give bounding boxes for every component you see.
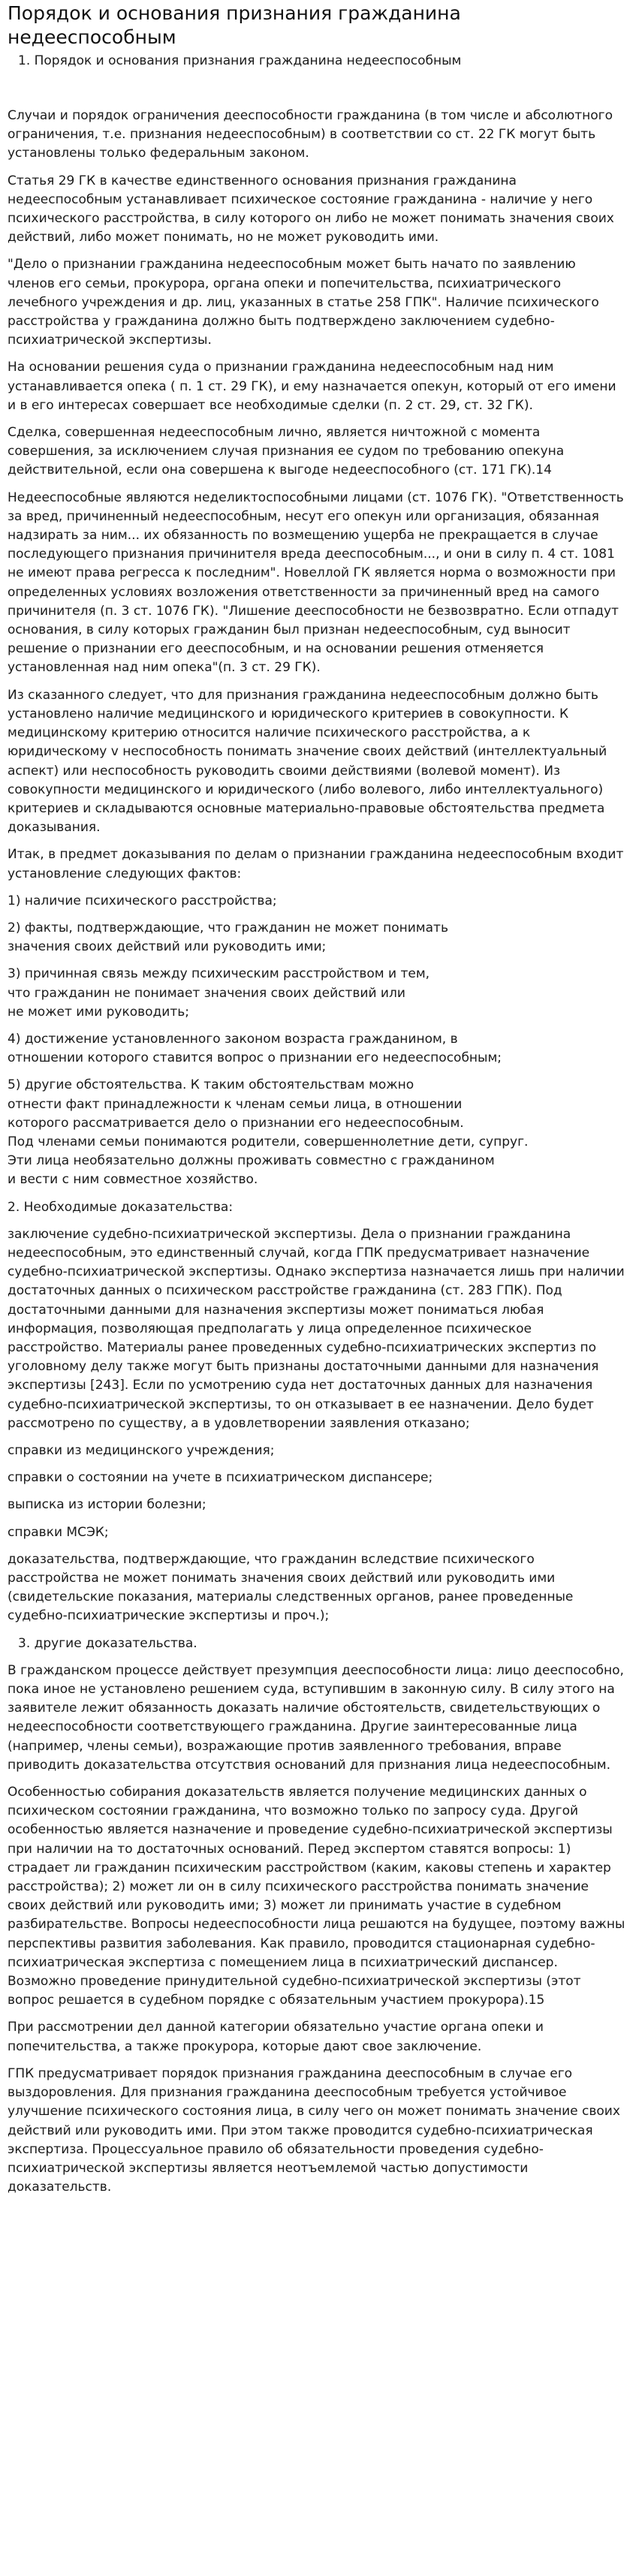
list-item-fact-2: 2) факты, подтверждающие, что гражданин не может понимать значения своих действий или руководить ими;	[8, 920, 448, 955]
list-item-medical-history: выписка из истории болезни;	[8, 1497, 206, 1513]
paragraph-guardianship: На основании решения суда о признании гражданина недееспособным над ним устанавливается опека ( п. 1 ст. 29 ГК), и ему назначается опекун, который от его имени и в его интересах совершает все необходимые сделки (п. 2 ст. 29, ст. 32 ГК).	[8, 360, 616, 413]
document-body	[8, 107, 625, 2197]
paragraph-facts-intro: Итак, в предмет доказывания по делам о признании гражданина недееспособным входит установление следующих фактов:	[8, 847, 624, 881]
paragraph-supporting-evidence: доказательства, подтверждающие, что гражданин вследствие психического расстройства не может понимать значения своих действий или руководить ими (свидетельские показания, материалы следственных органов, ранее проведенные судебно-психиатрические экспертизы и проч.);	[8, 1551, 574, 1624]
page-title: Порядок и основания признания гражданина недееспособным	[8, 2, 461, 48]
section-heading-evidence: 2. Необходимые доказательства:	[8, 1199, 234, 1215]
toc-item[interactable]: 1. Порядок и основания признания гражданина недееспособным	[18, 53, 462, 68]
list-item-fact-4: 4) достижение установленного законом возраста гражданином, в отношении которого ставится вопрос о признании его недееспособным;	[8, 1031, 502, 1066]
paragraph-presumption: В гражданском процессе действует презумпция дееспособности лица: лицо дееспособно, пока иное не установлено решением суда, вступившим в законную силу. В силу этого на заявителе лежит обязанность доказать наличие обстоятельств, свидетельствующих о недееспособности соответствующего гражданина. Другие заинтересованные лица (например, члены семьи), возражающие против заявленного требования, вправе приводить доказательства отсутствия оснований для признания лица недееспособным.	[8, 1662, 624, 1773]
paragraph-intro: Случаи и порядок ограничения дееспособности гражданина (в том числе и абсолютного ограничения, т.е. признания недееспособным) в соответствии со ст. 22 ГК могут быть установлены только федеральным законом.	[8, 108, 613, 161]
list-item-fact-1: 1) наличие психического расстройства;	[8, 893, 277, 908]
list-item-msek-certificate: справки МСЭК;	[8, 1524, 109, 1540]
paragraph-transaction: Сделка, совершенная недееспособным лично, является ничтожной с момента совершения, за исключением случая признания ее судом по требованию опекуна действительной, если она совершена к выгоде недееспособного (ст. 171 ГК).14	[8, 425, 565, 478]
paragraph-participation: При рассмотрении дел данной категории обязательно участие органа опеки и попечительства, а также прокурора, которые дают свое заключение.	[8, 2020, 544, 2054]
paragraph-article-29: Статья 29 ГК в качестве единственного основания признания гражданина недееспособным устанавливает психическое состояние гражданина - наличие у него психического расстройства, в силу которого он либо не может понимать значения своих действий, либо может понимать, но не может руководить ими.	[8, 173, 614, 246]
section-heading-other-evidence: 3. другие доказательства.	[18, 1635, 197, 1651]
list-item-dispensary-certificate: справки о состоянии на учете в психиатрическом диспансере;	[8, 1470, 433, 1486]
list-item-fact-5: 5) другие обстоятельства. К таким обстоятельствам можно отнести факт принадлежности к членам семьи лица, в отношении которого рассматривается дело о признании его недееспособным. Под членами семьи понимаются родители, совершеннолетние дети, супруг. Эти лица необязательно должны проживать совместно с гражданином и вести с ним совместное хозяйство.	[8, 1077, 529, 1188]
paragraph-case-initiation: "Дело о признании гражданина недееспособным может быть начато по заявлению членов его семьи, прокурора, органа опеки и попечительства, психиатрического лечебного учреждения и др. лиц, указанных в статье 258 ГПК". Наличие психического расстройства у гражданина должно быть подтверждено заключением судебно-психиатрической экспертизы.	[8, 257, 599, 348]
paragraph-restoration: ГПК предусматривает порядок признания гражданина дееспособным в случае его выздоровления. Для признания гражданина дееспособным требуется устойчивое улучшение психического состояния лица, в силу чего он может понимать значение своих действий или руководить ими. При этом также проводится судебно-психиатрическая экспертиза. Процессуальное правило об обязательности проведения судебно-психиатрической экспертизы является неотъемлемой частью допустимости доказательств.	[8, 2065, 620, 2195]
paragraph-liability: Недееспособные являются неделиктоспособными лицами (ст. 1076 ГК). "Ответственность за вред, причиненный недееспособным, несут его опекун или организация, обязанная надзирать за ним... их обязанность по возмещению ущерба не прекращается в случае последующего признания причинителя вреда дееспособным..., и они в силу п. 4 ст. 1081 не имеют права регресса к последним". Новеллой ГК является норма о возможности при определенных условиях возложения ответственности за причиненный вред на самого причинителя (п. 3 ст. 1076 ГК). "Лишение дееспособности не безвозвратно. Если отпадут основания, в силу которых гражданин был признан недееспособным, суд выносит решение о признании его дееспособным, и на основании решения отменяется установленная над ним опека"(п. 3 ст. 29 ГК).	[8, 490, 624, 676]
list-item-fact-3: 3) причинная связь между психическим расстройством и тем, что гражданин не понимает значения своих действий или не может ими руководить;	[8, 966, 430, 1020]
paragraph-evidence-collection: Особенностью собирания доказательств является получение медицинских данных о психическом состоянии гражданина, что возможно только по запросу суда. Другой особенностью является назначение и проведение судебно-психиатрической экспертизы при наличии на то достаточных оснований. Перед экспертом ставятся вопросы: 1) страдает ли гражданин психическим расстройством (каким, каковы степень и характер расстройства); 2) может ли он в силу психического расстройства понимать значение своих действий или руководить ими; 3) может ли принимать участие в судебном разбирательстве. Вопросы недееспособности лица решаются на будущее, поэтому важны перспективы развития заболевания. Как правило, проводится стационарная судебно-психиатрическая экспертиза с помещением лица в психиатрический диспансер. Возможно проведение принудительной судебно-психиатрической экспертизы (этот вопрос решается в судебном порядке с обязательным участием прокурора).15	[8, 1785, 625, 2008]
paragraph-criteria: Из сказанного следует, что для признания гражданина недееспособным должно быть установлено наличие медицинского и юридического критериев в совокупности. К медицинскому критерию относится наличие психического расстройства, а к юридическому v неспособность понимать значение своих действий (интеллектуальный аспект) или неспособность руководить своими действиями (волевой момент). Из совокупности медицинского и юридического (либо волевого, либо интеллектуального) критериев и складываются основные материально-правовые обстоятельства предмета доказывания.	[8, 687, 607, 836]
paragraph-expert-examination: заключение судебно-психиатрической экспертизы. Дела о признании гражданина недееспособным, это единственный случай, когда ГПК предусматривает назначение судебно-психиатрической экспертизы. Однако экспертиза назначается лишь при наличии достаточных данных о психическом расстройстве гражданина (ст. 283 ГПК). Под достаточными данными для назначения экспертизы может пониматься любая информация, позволяющая предполагать у лица определенное психическое расстройство. Материалы ранее проведенных судебно-психиатрических экспертиз по уголовному делу также могут быть признаны достаточными данными для назначения экспертизы [243]. Если по усмотрению суда нет достаточных данных для назначения судебно-психиатрической экспертизы, то он отказывает в ее назначении. Дело будет рассмотрено по существу, а в удовлетворении заявления отказано;	[8, 1226, 625, 1431]
list-item-medical-certificate: справки из медицинского учреждения;	[8, 1443, 275, 1458]
